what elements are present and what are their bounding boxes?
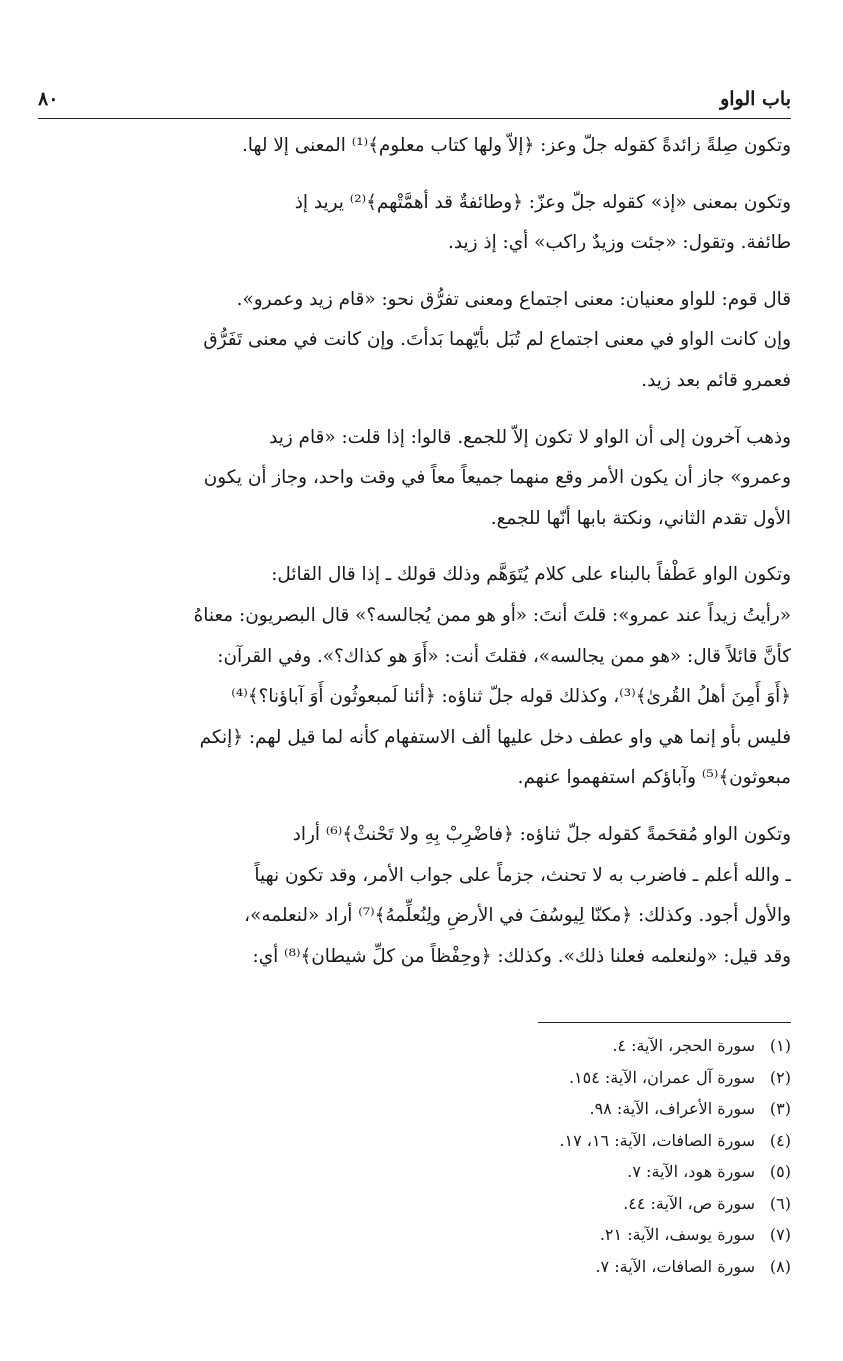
- text-line: وتكون الواو مُقحَمةً كقوله جلّ ثناؤه: ﴿فاضْرِبْ بِهِ ولا تَحْنثْ﴾⁽⁶⁾ أراد: [292, 823, 791, 845]
- paragraph: [38, 183, 791, 264]
- text-line: وتكون الواو عَطْفاً بالبناء على كلام يُتَوَهَّم وذلك قولك ـ إذا قال القائل:: [271, 564, 791, 586]
- footnote-number: (٢): [769, 1067, 791, 1087]
- text-line: وعمرو» جاز أن يكون الأمر وقع منهما جميعاً معاً في وقت واحد، وجاز أن يكون: [203, 467, 791, 489]
- footnote-text: سورة آل عمران، الآية: ١٥٤.: [568, 1067, 755, 1087]
- footnote-item: [559, 1188, 791, 1220]
- text-line: كأنَّ قائلاً قال: «هو ممن يجالسه»، فقلتَ أنت: «أَوَ هو كذاك؟». وفي القرآن:: [217, 645, 791, 667]
- footnote-text: سورة يوسف، الآية: ٢١.: [599, 1225, 755, 1244]
- footnote-item: [559, 1125, 791, 1157]
- page-number: ٨٠: [38, 88, 59, 110]
- text-line: وذهب آخرون إلى أن الواو لا تكون إلاّ للجمع. قالوا: إذا قلت: «قام زيد: [269, 426, 791, 448]
- text-line: مبعوثون﴾⁽⁵⁾ وآباؤكم استفهموا عنهم.: [517, 767, 791, 789]
- text-line: ﴿أَوَ أَمِنَ أهلُ القُرىٰ﴾⁽³⁾، وكذلك قوله جلّ ثناؤه: ﴿أئنا لَمبعوثُون أَوَ آباؤنا؟﴾⁽⁴⁾: [231, 686, 791, 708]
- footnote-divider: [538, 1022, 791, 1023]
- text-line: فعمرو قائم بعد زيد.: [641, 369, 791, 391]
- paragraph: [38, 815, 791, 977]
- footnote-text: سورة الحجر، الآية: ٤.: [612, 1036, 755, 1055]
- text-line: والأول أجود. وكذلك: ﴿مكنّا لِيوسُفَ في الأرضِ ولِنُعلِّمهُ﴾⁽⁷⁾ أراد «لنعلمه»،: [244, 905, 791, 927]
- footnote-item: [559, 1062, 791, 1094]
- footnote-item: [559, 1030, 791, 1062]
- text-line: وإن كانت الواو في معنى اجتماع لم تُبَل بأيّهما بَدأتَ. وإن كانت في معنى تَفَرُّق: [203, 329, 791, 351]
- footnotes: [559, 1030, 791, 1282]
- text-line: ـ والله أعلم ـ فاضرب به لا تحنث، جزماً على جواب الأمر، وقد تكون نهياً: [254, 864, 791, 886]
- footnote-item: [559, 1093, 791, 1125]
- paragraph: [38, 280, 791, 402]
- paragraph: [38, 555, 791, 799]
- text-line: «رأيتُ زيداً عند عمرو»: قلتَ أنتَ: «أو هو ممن يُجالسه؟» قال البصريون: معناهُ: [193, 604, 791, 626]
- footnote-text: سورة الصافات، الآية: ٧.: [595, 1256, 755, 1276]
- running-header: [38, 88, 791, 119]
- text-line: وتكون بمعنى «إذ» كقوله جلّ وعزّ: ﴿وطائفةٌ قد أهمَّتْهم﴾⁽²⁾ يريد إذ: [294, 191, 791, 213]
- footnote-text: سورة الأعراف، الآية: ٩٨.: [589, 1099, 755, 1118]
- footnote-text: سورة هود، الآية: ٧.: [627, 1162, 755, 1181]
- footnote-item: [559, 1156, 791, 1188]
- footnote-text: سورة الصافات، الآية: ١٦، ١٧.: [559, 1130, 755, 1150]
- footnote-number: (٣): [769, 1099, 791, 1118]
- main-text: [38, 126, 791, 993]
- text-line: وقد قيل: «ولنعلمه فعلنا ذلك». وكذلك: ﴿وحِفْظاً من كلِّ شيطان﴾⁽⁸⁾ أي:: [252, 945, 791, 967]
- footnote-number: (٦): [769, 1193, 791, 1213]
- footnote-item: [559, 1251, 791, 1283]
- text-line: فليس بأو إنما هي واو عطف دخل عليها ألف الاستفهام كأنه لما قيل لهم: ﴿إنكم: [199, 726, 791, 748]
- footnote-number: (٤): [769, 1130, 791, 1150]
- footnote-text: سورة ص، الآية: ٤٤.: [623, 1193, 755, 1213]
- text-line: وتكون صِلةً زائدةً كقوله جلّ وعز: ﴿إلاّ ولها كتاب معلوم﴾⁽¹⁾ المعنى إلا لها.: [241, 135, 791, 156]
- paragraph: [38, 126, 791, 167]
- paragraph: [38, 418, 791, 540]
- footnote-item: [559, 1219, 791, 1251]
- footnote-number: (٧): [769, 1225, 791, 1244]
- footnote-number: (٨): [769, 1256, 791, 1276]
- text-line: الأول تقدم الثاني، ونكتة بابها أنّها للجمع.: [490, 507, 791, 529]
- footnote-number: (٥): [769, 1162, 791, 1181]
- text-line: قال قوم: للواو معنيان: معنى اجتماع ومعنى تفرُّق نحو: «قام زيد وعمرو».: [236, 288, 791, 310]
- text-line: طائفة. وتقول: «جئت وزيدٌ راكب» أي: إذ زيد.: [448, 232, 791, 254]
- footnote-number: (١): [769, 1036, 791, 1055]
- chapter-title: باب الواو: [720, 88, 791, 110]
